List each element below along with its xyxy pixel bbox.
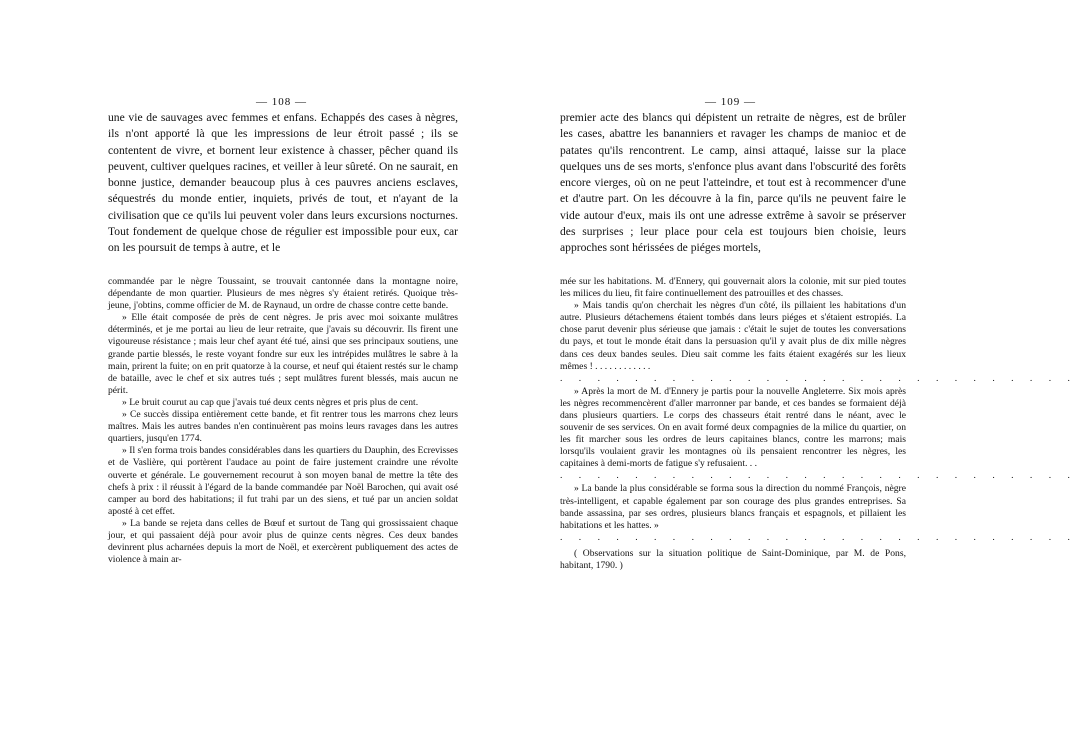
footnote-block bbox=[560, 276, 1077, 572]
footnote-paragraph: » Après la mort de M. d'Ennery je partis pour la nouvelle Angleterre. Six mois après les nègres recommencèrent d'aller marronner par bande, et ces bandes se formaient déjà dans plusieurs quartiers. Le corps des chasseurs était rentré dans le néant, avec le souvenir de ses services. On en avait formé deux compagnies de la milice du quartier, on les fit marcher sous les ordres de leurs capitaines blancs, contre les marrons; mais lorsqu'ils voulaient gravir les montagnes où ils pensaient rencontrer les nègres, les capitaines à demi-morts de fatigue s'y refusaient. . . bbox=[560, 385, 906, 470]
footnote-paragraph: » La bande la plus considérable se forma sous la direction du nommé François, nègre très-intelligent, et capable également par son courage des plus grandes entreprises. Sa bande assassina, par ses ordres, plusieurs blancs français et espagnols, et pillaient les habitations et les hattes. » bbox=[560, 483, 906, 531]
footnote-paragraph: » Ce succès dissipa entièrement cette bande, et fit rentrer tous les marrons chez leurs maîtres. Mais les autres bandes n'en continuèrent pas moins leurs ravages dans les autres quartiers, jusqu'en 1774. bbox=[108, 409, 458, 445]
footnote-paragraph: » Mais tandis qu'on cherchait les nègres d'un côté, ils pillaient les habitations d'un autre. Plusieurs détachemens étaient tombés dans leurs piéges et s'étaient estropiés. La chose parut devenir plus sérieuse que jamais : c'était le sujet de toutes les conversations du pays, et tout le monde était dans la persuasion qu'il y avait plus de dix mille nègres dans ces deux bandes seules. Dieu sait comme les faits étaient exagérés sur les lieux mêmes ! . . . . . . . . . . . . bbox=[560, 300, 906, 372]
main-text bbox=[560, 110, 906, 257]
main-paragraph: une vie de sauvages avec femmes et enfans. Echappés des cases à nègres, ils n'ont apporté là que les impressions de leur étroit passé ; ils se contentent de vivre, et bornent leur existence à chasser, pêcher quand ils peuvent, cultiver quelques racines, et veiller à leur sûreté. On ne saurait, en bonne justice, demander beaucoup plus à ces pauvres anciens esclaves, séquestrés du monde entier, inquiets, privés de tout, et n'ayant de la civilisation que ce qu'ils lui peuvent voler dans leurs excursions nocturnes. Tout fondement de quelque chose de régulier est impossible pour eux, car on les poursuit de temps à autre, et le bbox=[108, 111, 458, 255]
page-number: — 108 — bbox=[256, 96, 307, 108]
main-text bbox=[108, 110, 458, 257]
footnote-paragraph: mée sur les habitations. M. d'Ennery, qui gouvernait alors la colonie, mit sur pied toutes les milices du lieu, fit faire continuellement des patrouilles et des chasses. bbox=[560, 276, 906, 300]
ellipsis-row: . . . . . . . . . . . . . . . . . . . . . . . . . . . . bbox=[560, 372, 1077, 384]
footnote-paragraph: » La bande se rejeta dans celles de Bœuf et surtout de Tang qui grossissaient chaque jour, et qui passaient déjà pour avoir plus de quinze cents nègres. Ces deux bandes devinrent plus acharnées depuis la mort de Noël, et exercèrent publiquement des actes de violence à main ar- bbox=[108, 517, 458, 566]
citation: ( Observations sur la situation politique de Saint-Dominique, par M. de Pons, habitant, 1790. ) bbox=[560, 547, 906, 571]
page-number: — 109 — bbox=[705, 96, 756, 108]
footnote-paragraph: » Le bruit courut au cap que j'avais tué deux cents nègres et pris plus de cent. bbox=[122, 396, 419, 408]
main-paragraph: premier acte des blancs qui dépistent un retraite de nègres, est de brûler les cases, abattre les bananniers et ravager les champs de manioc et de patates qu'ils rencontrent. Le camp, ainsi attaqué, laisse sur la place quelques uns de ses morts, s'enfonce plus avant dans l'obscurité des forêts encore vierges, où on ne peut l'atteindre, et tout est à recommencer d'une et d'autre part. On les découvre à la fin, parce qu'ils ne peuvent faire le vide autour d'eux, mais ils ont une adresse extrême à savoir se préserver des surprises ; leur place pour cela est toujours bien choisie, leurs approches sont hérissées de piéges mortels, bbox=[560, 111, 906, 255]
ellipsis-row: . . . . . . . . . . . . . . . . . . . . . . . . . . . . bbox=[560, 470, 1077, 482]
footnote-paragraph: » Il s'en forma trois bandes considérables dans les quartiers du Dauphin, des Ecrevisses et de Vaslière, qui portèrent l'audace au point de faire justement craindre une révolte ouverte et générale. Le gouvernement recourut à son moyen banal de mettre la tête des chefs à prix : il réussit à l'égard de la bande commandée par Noël Barochen, qui avait osé camper au bord des habitations; il fut trahi par un des siens, et tué par un ancien soldat aposté à cet effet. bbox=[108, 445, 458, 517]
footnote-paragraph: commandée par le nègre Toussaint, se trouvait cantonnée dans la montagne noire, dépendante de mon quartier. Plusieurs de mes nègres s'y étaient retirés. Quoique très-jeune, j'obtins, comme officier de M. de Raynaud, un ordre de chasse contre cette bande. bbox=[108, 276, 458, 312]
footnote-paragraph: » Elle était composée de près de cent nègres. Je pris avec moi soixante mulâtres déterminés, et je me portai au lieu de leur retraite, que j'avais su découvrir. Ils firent une vigoureuse résistance ; mais leur chef ayant été tué, ainsi que ses principaux soutiens, une grande partie blessés, le reste voyant fondre sur eux les intrépides mulâtres le sabre à la main, prirent la fuite; on en prit quatorze à la course, et neuf qui étaient restés sur le champ de bataille, avec le chef et six autres tués ; sept mulâtres furent blessés, mais aucun ne périt. bbox=[108, 312, 458, 396]
ellipsis-row: . . . . . . . . . . . . . . . . . . . . . . . . . . . . bbox=[560, 531, 1077, 543]
footnote-block bbox=[108, 276, 458, 566]
